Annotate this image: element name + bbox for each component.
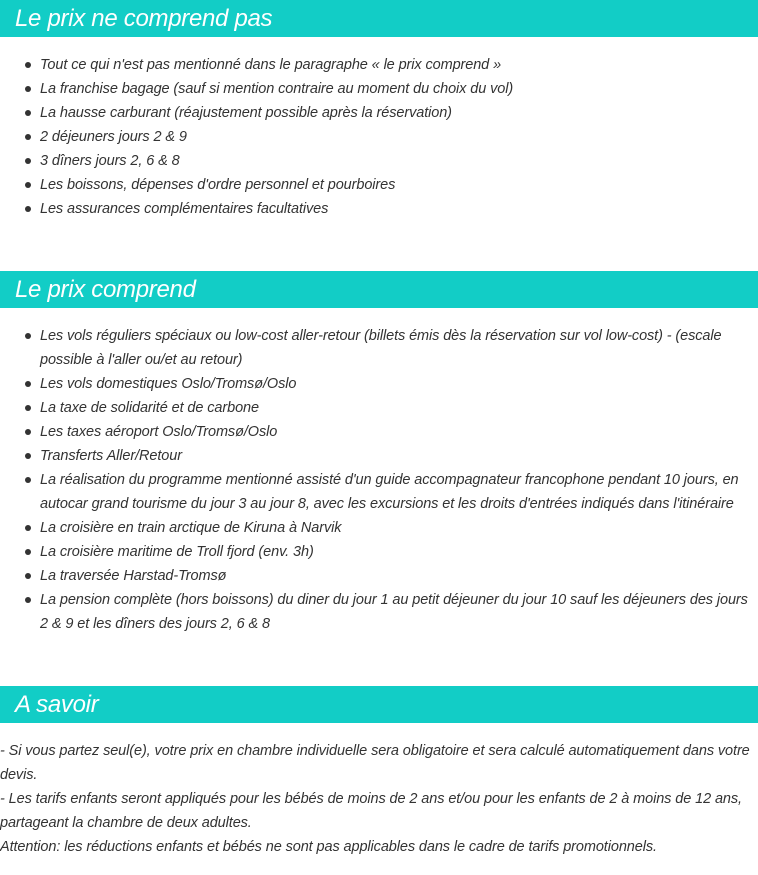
list-item: 3 dîners jours 2, 6 & 8 [0, 149, 758, 173]
section-header-price-excludes [0, 0, 758, 37]
list-item: Les assurances complémentaires facultatives [0, 197, 758, 221]
price-excludes-list [0, 53, 758, 221]
list-item: La pension complète (hors boissons) du diner du jour 1 au petit déjeuner du jour 10 sauf les déjeuners des jours 2 & 9 et les dîners des jours 2, 6 & 8 [0, 588, 758, 636]
section-title-good-to-know: A savoir [15, 691, 99, 718]
good-to-know-paragraph: - Les tarifs enfants seront appliqués pour les bébés de moins de 2 ans et/ou pour les enfants de 2 à moins de 12 ans, partageant la chambre de deux adultes. [0, 791, 742, 831]
section-header-price-includes [0, 271, 758, 308]
list-item: La hausse carburant (réajustement possible après la réservation) [0, 101, 758, 125]
price-includes-list [0, 324, 758, 636]
list-item: Les boissons, dépenses d'ordre personnel et pourboires [0, 173, 758, 197]
list-item: Les vols domestiques Oslo/Tromsø/Oslo [0, 372, 758, 396]
section-title-price-includes: Le prix comprend [15, 276, 196, 303]
list-item: La réalisation du programme mentionné assisté d'un guide accompagnateur francophone pendant 10 jours, en autocar grand tourisme du jour 3 au jour 8, avec les excursions et les droits d'entrées indiqués dans l'itinéraire [0, 468, 758, 516]
list-item: 2 déjeuners jours 2 & 9 [0, 125, 758, 149]
section-title-price-excludes: Le prix ne comprend pas [15, 5, 273, 32]
good-to-know-text [0, 739, 752, 859]
section-header-good-to-know [0, 686, 758, 723]
list-item: Les taxes aéroport Oslo/Tromsø/Oslo [0, 420, 758, 444]
list-item: Tout ce qui n'est pas mentionné dans le paragraphe « le prix comprend » [0, 53, 758, 77]
list-item: La franchise bagage (sauf si mention contraire au moment du choix du vol) [0, 77, 758, 101]
list-item: La traversée Harstad-Tromsø [0, 564, 758, 588]
good-to-know-paragraph: - Si vous partez seul(e), votre prix en chambre individuelle sera obligatoire et sera calculé automatiquement dans votre devis. [0, 743, 750, 783]
list-item: La taxe de solidarité et de carbone [0, 396, 758, 420]
list-item: Transferts Aller/Retour [0, 444, 758, 468]
good-to-know-paragraph: Attention: les réductions enfants et bébés ne sont pas applicables dans le cadre de tarifs promotionnels. [0, 839, 657, 855]
list-item: La croisière maritime de Troll fjord (env. 3h) [0, 540, 758, 564]
list-item: Les vols réguliers spéciaux ou low-cost aller-retour (billets émis dès la réservation sur vol low-cost) - (escale possible à l'aller ou/et au retour) [0, 324, 758, 372]
list-item: La croisière en train arctique de Kiruna à Narvik [0, 516, 758, 540]
